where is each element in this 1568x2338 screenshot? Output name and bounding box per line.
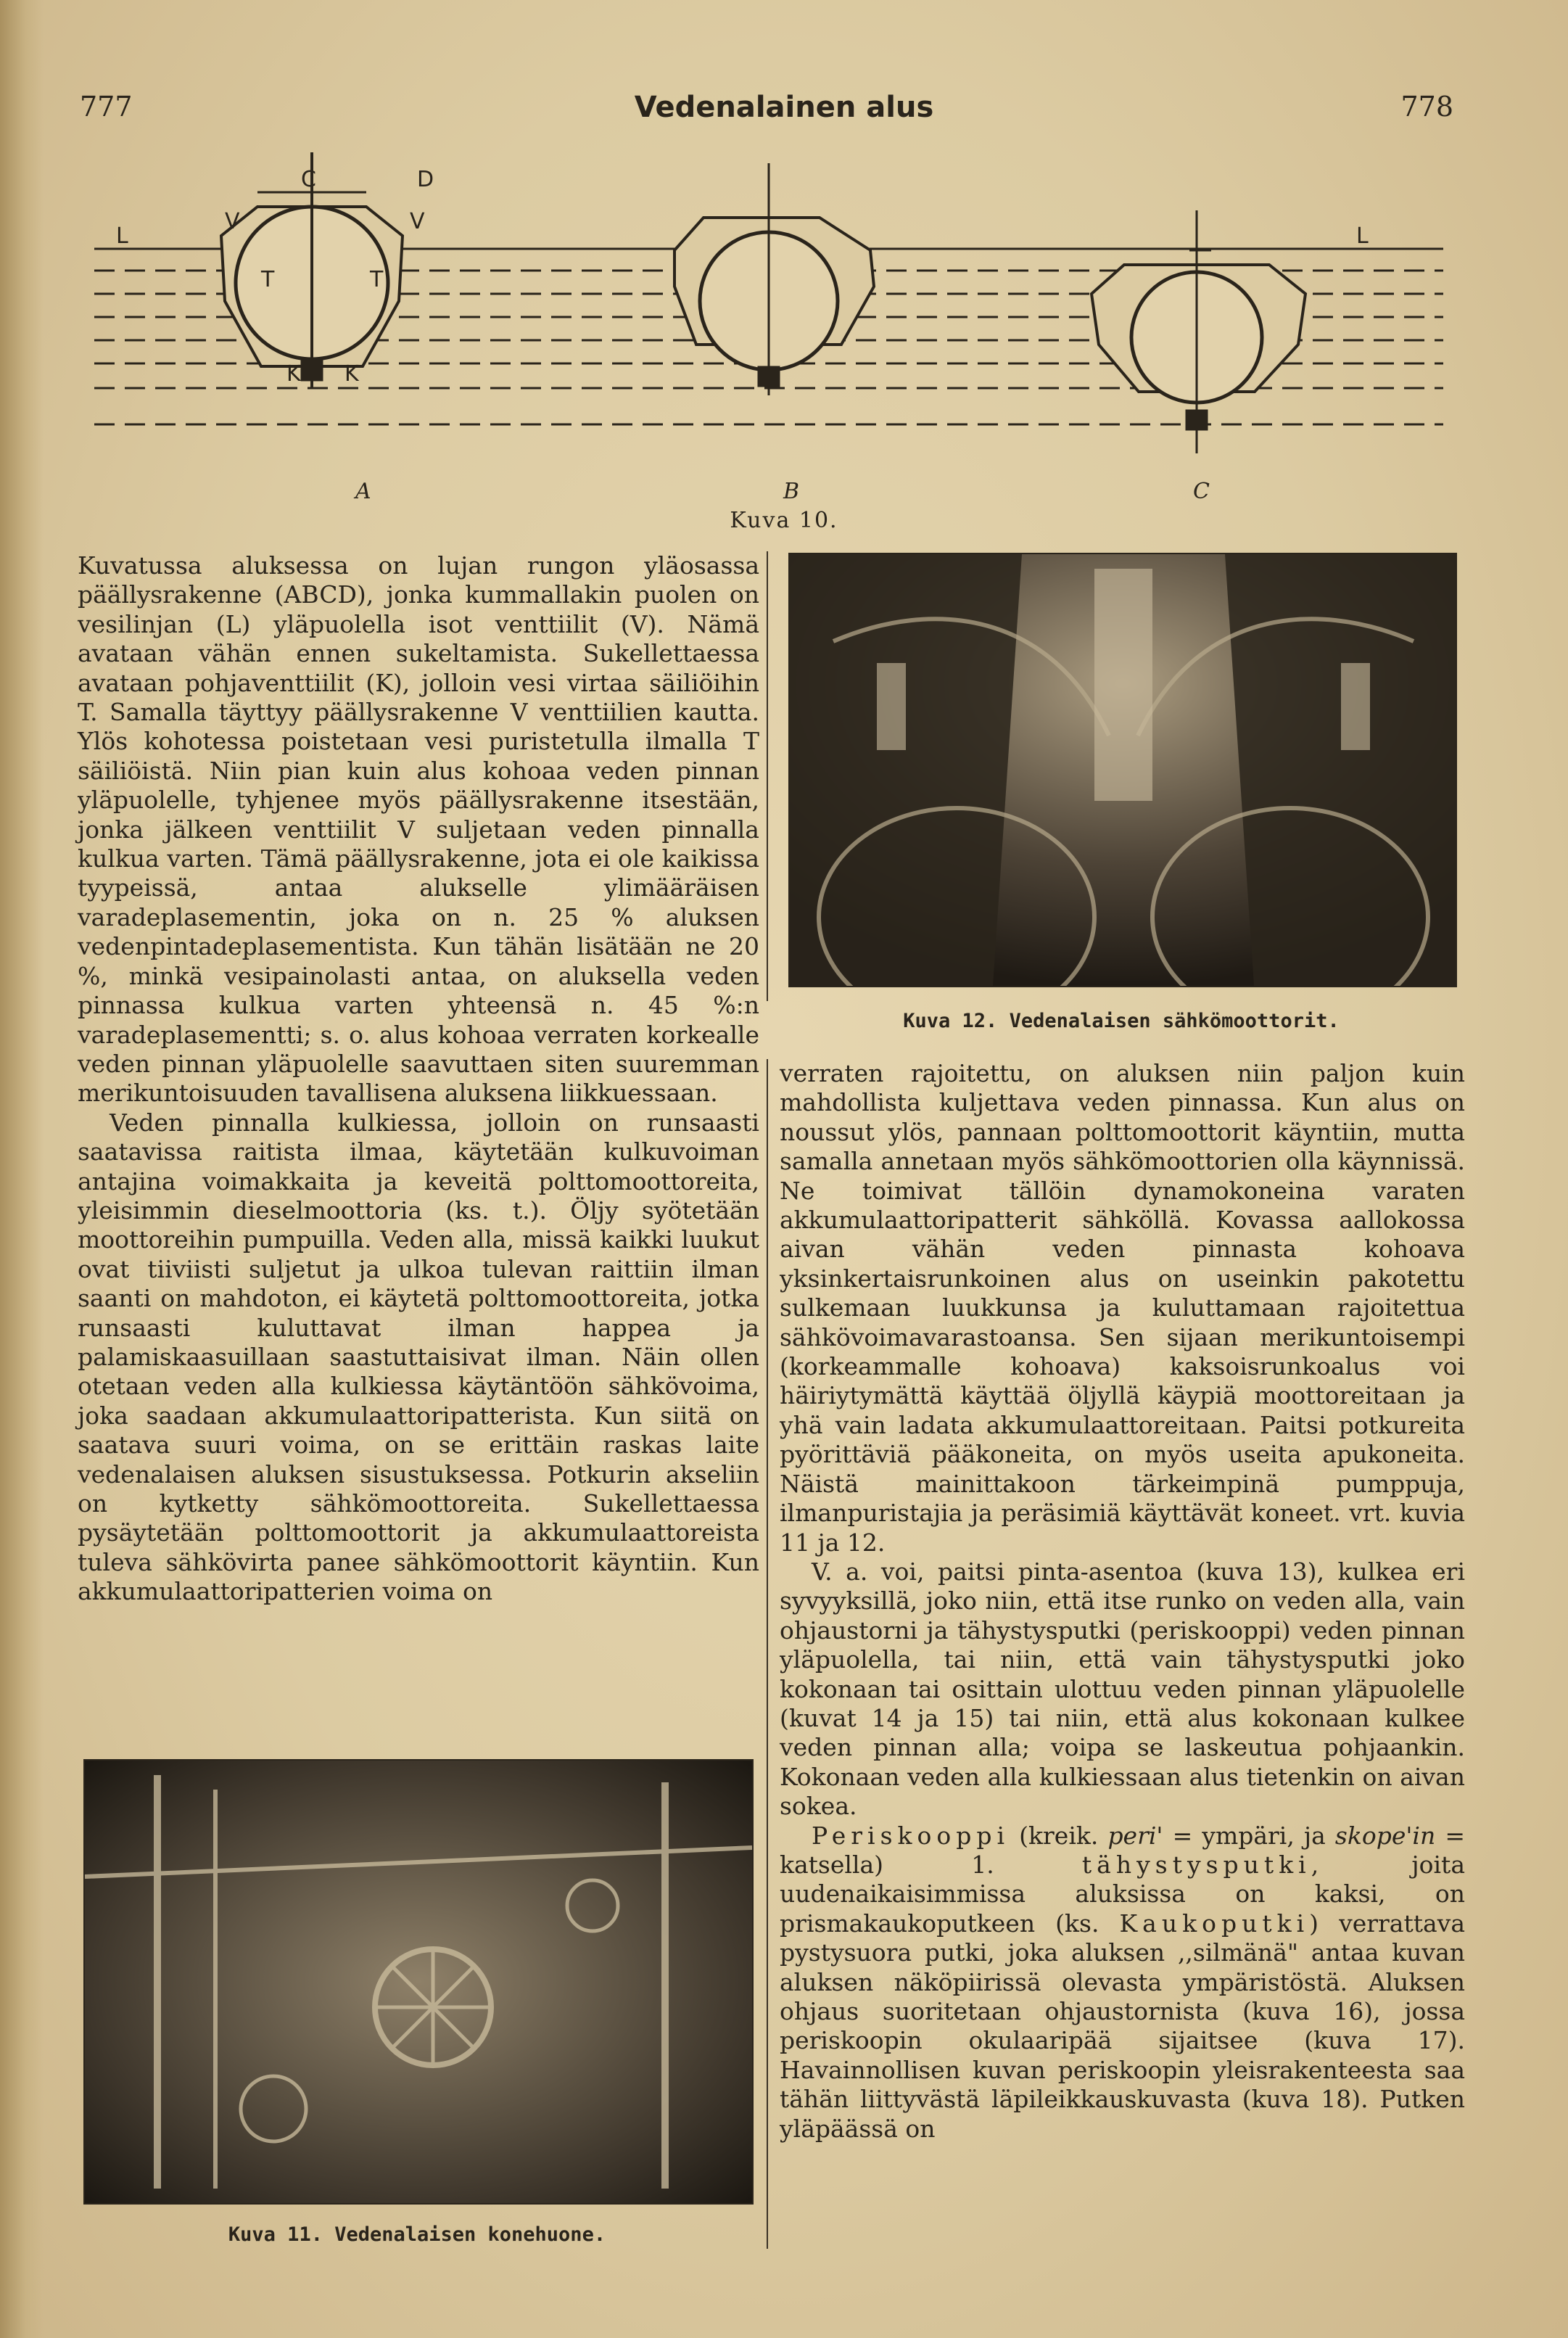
diagram-label-L-left: L — [116, 223, 128, 249]
term-kaukoputki: Kaukoputki — [1119, 1909, 1310, 1938]
diagram-label-D: D — [417, 167, 434, 192]
left-column — [78, 551, 759, 1607]
book-spine-shadow — [0, 0, 44, 2338]
figure-12-caption: Kuva 12. Vedenalaisen sähkömoottorit. — [903, 1010, 1340, 1032]
diagram-label-L-right: L — [1356, 223, 1369, 249]
column-divider-bottom — [767, 1059, 768, 2249]
diagram-label-T2: T — [370, 267, 384, 292]
diagram-label-K2: K — [344, 361, 359, 387]
text-fragment: ) verrattava pystysuora putki, joka aluksen ,,silmänä" antaa kuvan aluksen näköpiirissä olevasta ympäristöstä. Aluksen ohjaus suoritetaan ohjaustornista (kuva 16), jossa periskoopin okulaaripää sijaitsee (kuva 17). Havainnollisen kuvan periskoopin yleisrakenteesta saa tähän liittyvästä läpileikkauskuvasta (kuva 18). Putken yläpäässä on — [780, 1909, 1465, 2143]
diagram-label-T1: T — [261, 267, 275, 292]
right-paragraph-3 — [780, 1822, 1465, 2144]
text-fragment: joita uudenaikaisimmissa aluksissa on kaksi, on prismakaukoputkeen (ks. — [780, 1850, 1465, 1938]
diagram-label-C: C — [301, 167, 316, 192]
term-tahystysputki: tähystysputki, — [1081, 1850, 1324, 1879]
term-periskooppi: Periskooppi — [812, 1821, 1010, 1850]
running-head: Vedenalainen alus — [634, 91, 934, 124]
diagram-label-K1: K — [286, 361, 301, 387]
figure-12-photo — [788, 553, 1457, 987]
figure-11-photo — [83, 1759, 754, 2205]
figure-10-caption: Kuva 10. — [730, 508, 838, 533]
right-page-number: 778 — [1400, 91, 1453, 123]
right-paragraph-1: verraten rajoitettu, on aluksen niin paljon kuin mahdollista kuljettava veden pinnassa. Kun alus on noussut ylös, pannaan polttomoottorit käyntiin, mutta samalla annetaan myös sähkömoottorien olla käynnissä. Ne toimivat tällöin dynamokoneina varaten akkumulaattoripatterit sähköllä. Kovassa aallokossa aivan vähän veden pinnasta kohoava yksinkertaisrunkoinen alus on useinkin pakotettu sulkemaan luukkunsa ja kuluttamaan rajoitettua sähkövoimavarastoansa. Sen sijaan merikuntoisempi (korkeammalle kohoava) kaksoisrunkoalus voi häiriytymättä käyttää öljyllä käypiä moottoreitaan ja yhä vain ladata akkumulaattoreitaan. Paitsi potkureita pyörittäviä pääkoneita, on myös useita apukoneita. Näistä mainittakoon tärkeimpinä pumppuja, ilmanpuristajia ja peräsimiä käyttävät koneet. vrt. kuvia 11 ja 12. — [780, 1059, 1465, 1557]
figure-10-letter-B: B — [783, 479, 800, 504]
term-peri: peri' — [1107, 1821, 1163, 1850]
figure-10-diagram — [80, 149, 1451, 461]
figure-10-letter-A: A — [355, 479, 371, 504]
diagram-label-V2: V — [410, 209, 425, 234]
left-page-number: 777 — [80, 91, 133, 123]
page-header — [0, 91, 1568, 134]
left-paragraph-1: Kuvatussa aluksessa on lujan rungon yläosassa päällysrakenne (ABCD), jonka kummallakin puolen on vesilinjan (L) yläpuolella isot venttiilit (V). Nämä avataan vähän ennen sukeltamista. Sukellettaessa avataan pohjaventtiilit (K), jolloin vesi virtaa säiliöihin T. Samalla täyttyy päällysrakenne V venttiilien kautta. Ylös kohotessa poistetaan vesi puristetulla ilmalla T säiliöistä. Niin pian kuin alus kohoaa veden pinnan yläpuolelle, tyhjenee myös päällysrakenne itsestään, jonka jälkeen venttiilit V suljetaan veden pinnalla kulkua varten. Tämä päällysrakenne, jota ei ole kaikissa tyypeissä, antaa alukselle ylimääräisen varadeplasementin, joka on n. 25 % aluksen vedenpintadeplasementista. Kun tähän lisätään ne 20 %, minkä vesipainolasti antaa, on aluksella veden pinnassa kulkua varten yhteensä n. 45 %:n varadeplasementti; s. o. alus kohoaa verraten korkealle veden pinnan yläpuolelle saavuttaen siten suuremman merikuntoisuuden tavallisena aluksena liikkuessaan. — [78, 551, 759, 1108]
figure-11-caption: Kuva 11. Vedenalaisen konehuone. — [228, 2223, 606, 2246]
figure-10-letter-C: C — [1193, 479, 1210, 504]
left-paragraph-2: Veden pinnalla kulkiessa, jolloin on runsaasti saatavissa raitista ilmaa, käytetään kulkuvoiman antajina voimakkaita ja keveitä polttomoottoreita, yleisimmin dieselmoottoria (ks. t.). Öljy syötetään moottoreihin pumpuilla. Veden alla, missä kaikki luukut ovat tiiviisti suljetut ja ulkoa tulevan raittiin ilman saanti on mahdoton, ei käytetä polttomoottoreita, jotka runsaasti kuluttavat ilman happea ja palamiskaasuillaan saastuttaisivat ilman. Näin ollen otetaan veden alla kulkiessa käytäntöön sähkövoima, joka saadaan akkumulaattoripatteristа. Kun siitä on saatava suuri voima, on se erittäin raskas laite vedenalaisen aluksen sisustuksessa. Potkurin akseliin on kytketty sähkömoottoreita. Sukellettaessa pysäytetään polttomoottorit ja akkumulaattoreista tuleva sähkövirta panee sähkömoottorit käyntiin. Kun akkumulaattoripatterien voima on — [78, 1108, 759, 1606]
column-divider-top — [767, 551, 768, 1001]
right-column — [780, 1059, 1465, 2144]
term-skopein: skope'in — [1334, 1821, 1436, 1850]
text-fragment: (kreik. — [1019, 1821, 1099, 1850]
text-fragment: = katsella) 1. — [780, 1821, 1465, 1879]
right-paragraph-2: V. a. voi, paitsi pinta-asentoa (kuva 13), kulkea eri syvyyksillä, joko niin, että itse runko on veden alla, vain ohjaustorni ja tähystysputki (periskooppi) veden pinnan yläpuolella, tai niin, että vain tähystysputki joko kokonaan tai osittain ulottuu veden pinnan yläpuolelle (kuvat 14 ja 15) tai niin, että alus kokonaan kulkee veden pinnan alla; voipa se laskeutua pohjaankin. Kokonaan veden alla kulkiessaan alus tietenkin on aivan sokea. — [780, 1557, 1465, 1821]
diagram-label-V1: V — [225, 209, 240, 234]
text-fragment: = ympäri, ja — [1172, 1821, 1326, 1850]
